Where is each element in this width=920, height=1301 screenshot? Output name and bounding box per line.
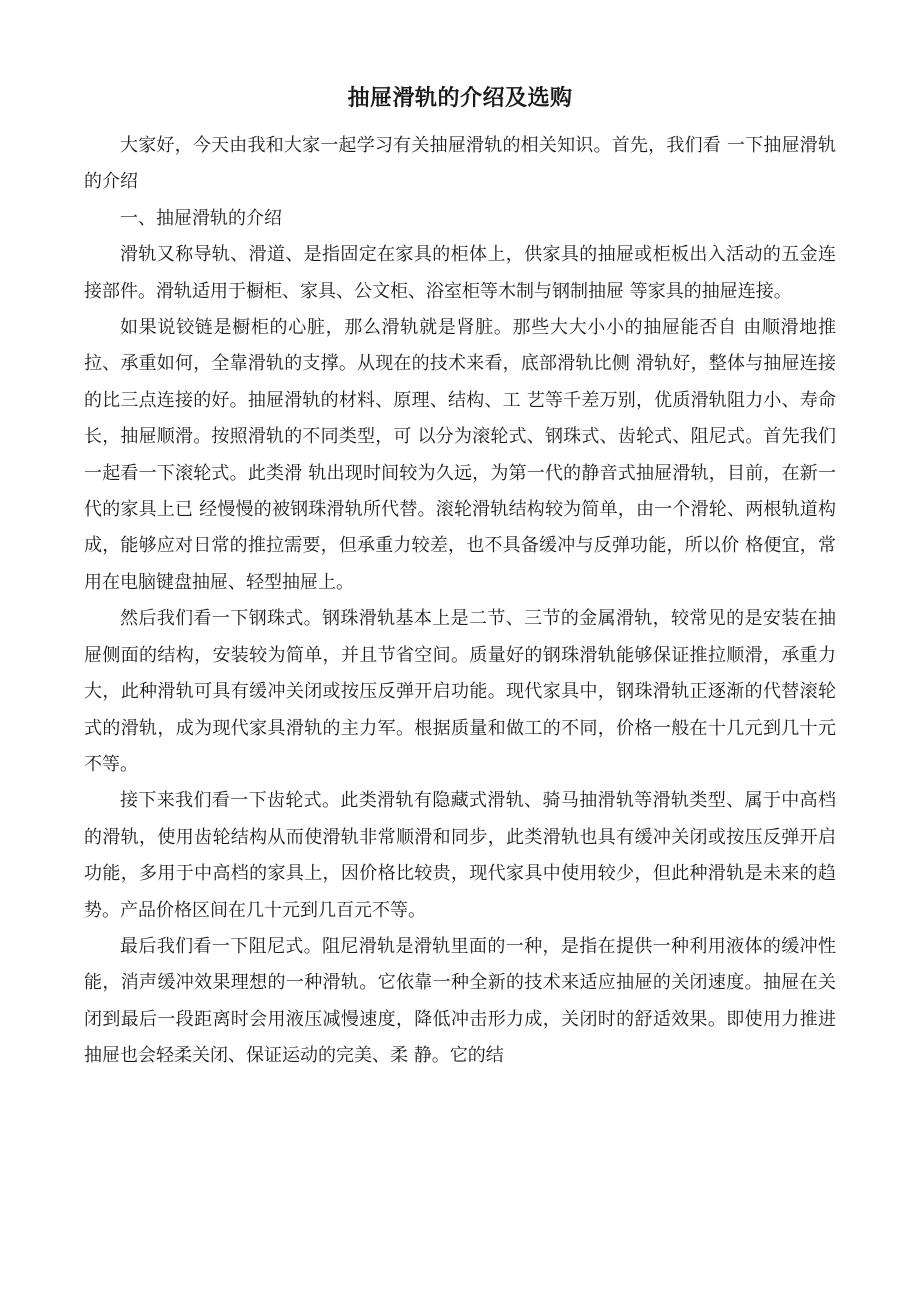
- paragraph-ball-bearing: 然后我们看一下钢珠式。钢珠滑轨基本上是二节、三节的金属滑轨，较常见的是安装在抽屉侧面的结构，安装较为简单，并且节省空间。质量好的钢珠滑轨能够保证推拉顺滑，承重力大，此种滑轨可具有缓冲关闭或按压反弹开启功能。现代家具中，钢珠滑轨正逐渐的代替滚轮式的滑轨，成为现代家具滑轨的主力军。根据质量和做工的不同，价格一般在十几元到几十元不等。: [84, 608, 836, 775]
- paragraph-types-roller: 如果说铰链是橱柜的心脏，那么滑轨就是肾脏。那些大大小小的抽屉能否自 由顺滑地推拉、承重如何，全靠滑轨的支撑。从现在的技术来看，底部滑轨比侧 滑轨好，整体与抽屉连接的比三点连接的好。抽屉滑轨的材料、原理、结构、工 艺等千差万别，优质滑轨阻力小、寿命长，抽屉顺滑。按照滑轨的不同类型，可 以分为滚轮式、钢珠式、齿轮式、阻尼式。首先我们一起看一下滚轮式。此类滑 轨出现时间较为久远，为第一代的静音式抽屉滑轨，目前，在新一代的家具上已 经慢慢的被钢珠滑轨所代替。滚轮滑轨结构较为简单，由一个滑轮、两根轨道构 成，能够应对日常的推拉需要，但承重力较差，也不具备缓冲与反弹功能，所以价 格便宜，常用在电脑键盘抽屉、轻型抽屉上。: [84, 317, 836, 593]
- paragraph-damping: 最后我们看一下阻尼式。阻尼滑轨是滑轨里面的一种，是指在提供一种利用液体的缓冲性能，消声缓冲效果理想的一种滑轨。它依靠一种全新的技术来适应抽屉的关闭速度。抽屉在关闭到最后一段距离时会用液压减慢速度，降低冲击形力成，关闭时的舒适效果。即使用力推进抽屉也会轻柔关闭、保证运动的完美、柔 静。它的结: [84, 935, 836, 1067]
- paragraph-definition: 滑轨又称导轨、滑道、是指固定在家具的柜体上，供家具的抽屉或柜板出入活动的五金连接部件。滑轨适用于橱柜、家具、公文柜、浴室柜等木制与钢制抽屉 等家具的抽屉连接。: [84, 244, 836, 302]
- section-heading: 一、抽屉滑轨的介绍: [120, 207, 282, 229]
- paragraph-gear: 接下来我们看一下齿轮式。此类滑轨有隐藏式滑轨、骑马抽滑轨等滑轨类型、属于中高档的滑轨，使用齿轮结构从而使滑轨非常顺滑和同步，此类滑轨也具有缓冲关闭或按压反弹开启功能，多用于中高档的家具上，因价格比较贵，现代家具中使用较少，但此种滑轨是未来的趋势。产品价格区间在几十元到几百元不等。: [84, 790, 836, 921]
- paragraph-intro: 大家好，今天由我和大家一起学习有关抽屉滑轨的相关知识。首先，我们看 一下抽屉滑轨的介绍: [84, 135, 836, 193]
- document-title: 抽屉滑轨的介绍及选购: [347, 85, 573, 111]
